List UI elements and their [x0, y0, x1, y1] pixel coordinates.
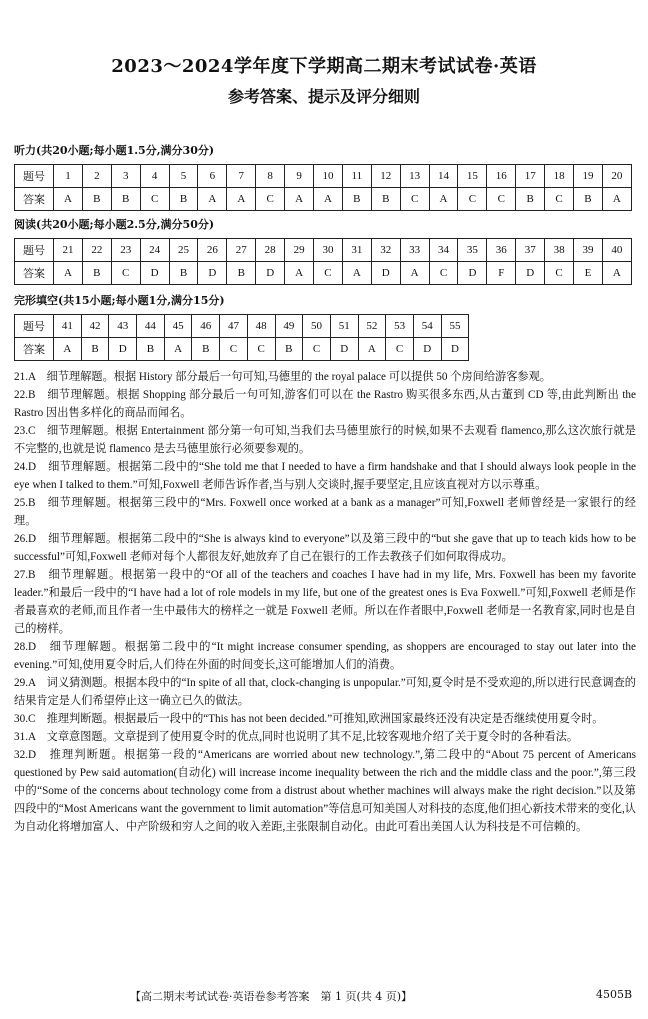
answer-letter: D	[140, 262, 169, 285]
question-number: 14	[429, 165, 458, 188]
number-row	[15, 315, 469, 338]
answer-letter: A	[400, 262, 429, 285]
answer-letter: D	[458, 262, 487, 285]
answer-letter: B	[192, 338, 220, 361]
answer-letter: A	[429, 188, 458, 211]
explanation-item: 26.D 细节理解题。根据第二段中的“She is always kind to everyone”以及第三段中的“but she gave that up to teach kids how to be successful”可知,Foxwell 老师对每个人都很友好,她放弃了自己在银行的工作去教孩子们如何取得成功。	[14, 533, 636, 563]
answer-letter: A	[602, 188, 631, 211]
answer-letter: D	[413, 338, 441, 361]
question-number: 27	[227, 239, 256, 262]
document-subtitle: 参考答案、提示及评分细则	[227, 87, 420, 106]
row-label: 题号	[15, 239, 54, 262]
listening-answer-table	[14, 164, 632, 211]
answer-letter: A	[358, 338, 386, 361]
answer-letter: A	[54, 188, 83, 211]
question-number: 11	[342, 165, 371, 188]
answer-letter: B	[169, 188, 198, 211]
question-number: 6	[198, 165, 227, 188]
answer-letter: B	[111, 188, 140, 211]
answer-letter: E	[574, 262, 603, 285]
question-number: 35	[458, 239, 487, 262]
answer-letter: D	[256, 262, 285, 285]
explanation-item: 25.B 细节理解题。根据第三段中的“Mrs. Foxwell once worked at a bank as a manager”可知,Foxwell 老师曾经是一家银行的经理。	[14, 497, 636, 527]
question-number: 8	[256, 165, 285, 188]
question-number: 43	[109, 315, 137, 338]
question-number: 1	[54, 165, 83, 188]
answer-letter: D	[516, 262, 545, 285]
answer-row	[15, 338, 469, 361]
answer-letter: C	[429, 262, 458, 285]
question-number: 54	[413, 315, 441, 338]
question-number: 21	[54, 239, 83, 262]
explanation-item: 23.C 细节理解题。根据 Entertainment 部分第一句可知,当我们去马德里旅行的时候,如果不去观看 flamenco,那么这次旅行就是不完整的,也就是说 flamenco 是去马德里旅行必须要参观的。	[14, 425, 636, 455]
question-number: 42	[81, 315, 109, 338]
question-number: 44	[137, 315, 165, 338]
question-number: 33	[400, 239, 429, 262]
answer-letter: B	[574, 188, 603, 211]
explanation-item: 27.B 细节理解题。根据第一段中的“Of all of the teachers and coaches I have had in my life, Mrs. Foxwell has been my favorite leader.”和最后一段中的“I have had a lot of role models in my life, but one of the greatest ones is Eva Foxwell.”可知,Foxwell 老师是作者最喜欢的老师,而且作者一生中最伟大的榜样之一就是 Foxwell 老师。所以在作者眼中,Foxwell 老师是一名教育家,同时也是自己的榜样。	[14, 569, 636, 635]
answer-letter: D	[441, 338, 469, 361]
explanation-item: 30.C 推理判断题。根据最后一段中的“This has not been decided.”可推知,欧洲国家最终还没有决定是否继续使用夏令时。	[14, 713, 604, 725]
number-row	[15, 239, 632, 262]
explanation-item: 21.A 细节理解题。根据 History 部分最后一句可知,马德里的 the royal palace 可以提供 50 个房间给游客参观。	[14, 371, 551, 383]
explanation-item: 32.D 推理判断题。根据第一段的“Americans are worried about new technology.”,第二段中的“About 75 percent of Americans questioned by Pew said automation(自动化) will increase income inequality between the rich and the middle class and the poor.”,第三段中的“Some of the concerns about technology come from a distrust about whether machines will always make the right decision.”以及第四段中的“Most Americans want the government to limit automation”等信息可知美国人对科技的态度,他们担心新技术带来的变化,认为自动化将增加富人、中产阶级和穷人之间的收入差距,主张限制自动化。由此可看出美国人认为科技是不可信赖的。	[14, 749, 636, 833]
question-number: 22	[82, 239, 111, 262]
answer-letter: C	[386, 338, 414, 361]
question-number: 9	[285, 165, 314, 188]
answer-letter: C	[314, 262, 343, 285]
answer-letter: D	[109, 338, 137, 361]
answer-letter: C	[220, 338, 248, 361]
answer-letter: B	[227, 262, 256, 285]
question-number: 39	[574, 239, 603, 262]
cloze-answer-table	[14, 314, 469, 361]
listening-heading: 听力(共20小题;每小题1.5分,满分30分)	[14, 144, 215, 157]
answer-letter: B	[516, 188, 545, 211]
question-number: 10	[314, 165, 343, 188]
question-number: 19	[574, 165, 603, 188]
cloze-heading: 完形填空(共15小题;每小题1分,满分15分)	[14, 294, 225, 307]
question-number: 55	[441, 315, 469, 338]
explanation-item: 22.B 细节理解题。根据 Shopping 部分最后一句可知,游客们可以在 the Rastro 购买很多东西,从古董到 CD 等,由此判断出 the Rastro 因出售多样化的商品而闻名。	[14, 389, 636, 419]
question-number: 37	[516, 239, 545, 262]
answer-letter: A	[54, 338, 82, 361]
answer-letter: D	[371, 262, 400, 285]
answer-letter: A	[198, 188, 227, 211]
answer-letter: A	[54, 262, 83, 285]
answer-letter: C	[487, 188, 516, 211]
question-number: 25	[169, 239, 198, 262]
question-number: 45	[164, 315, 192, 338]
answer-letter: A	[314, 188, 343, 211]
question-number: 2	[82, 165, 111, 188]
explanations-list	[14, 368, 636, 836]
question-number: 17	[516, 165, 545, 188]
answer-letter: D	[330, 338, 358, 361]
question-number: 53	[386, 315, 414, 338]
question-number: 5	[169, 165, 198, 188]
question-number: 48	[247, 315, 275, 338]
reading-heading: 阅读(共20小题;每小题2.5分,满分50分)	[14, 218, 215, 231]
question-number: 41	[54, 315, 82, 338]
answer-letter: C	[458, 188, 487, 211]
document-code: 4505B	[596, 988, 633, 1001]
answer-letter: C	[256, 188, 285, 211]
question-number: 36	[487, 239, 516, 262]
answer-letter: B	[82, 188, 111, 211]
question-number: 4	[140, 165, 169, 188]
answer-row	[15, 188, 632, 211]
answer-letter: C	[400, 188, 429, 211]
answer-letter: C	[111, 262, 140, 285]
question-number: 49	[275, 315, 303, 338]
answer-letter: A	[602, 262, 631, 285]
answer-letter: C	[247, 338, 275, 361]
explanation-item: 29.A 词义猜测题。根据本段中的“In spite of all that, clock-changing is unpopular.”可知,夏令时是不受欢迎的,所以进行民意调查的结果肯定是人们希望停止这一确立已久的做法。	[14, 677, 636, 707]
explanation-item: 24.D 细节理解题。根据第二段中的“She told me that I needed to have a firm handshake and that I should always look people in the eye when I talked to them.”可知,Foxwell 老师告诉作者,当与别人交谈时,握手要坚定,且应该直视对方以示尊重。	[14, 461, 636, 491]
question-number: 12	[371, 165, 400, 188]
answer-letter: B	[82, 262, 111, 285]
question-number: 15	[458, 165, 487, 188]
row-label: 题号	[15, 165, 54, 188]
answer-letter: B	[342, 188, 371, 211]
question-number: 52	[358, 315, 386, 338]
answer-letter: B	[169, 262, 198, 285]
answer-letter: B	[137, 338, 165, 361]
row-label: 答案	[15, 338, 54, 361]
question-number: 38	[545, 239, 574, 262]
question-number: 30	[314, 239, 343, 262]
document-title: 2023～2024学年度下学期高二期末考试试卷·英语	[111, 56, 537, 77]
question-number: 50	[303, 315, 331, 338]
row-label: 答案	[15, 188, 54, 211]
answer-letter: C	[545, 262, 574, 285]
row-label: 答案	[15, 262, 54, 285]
answer-letter: A	[164, 338, 192, 361]
explanation-item: 28.D 细节理解题。根据第二段中的“It might increase consumer spending, as shoppers are encouraged to stay out later into the evening.”可知,使用夏令时后,人们待在外面的时间变长,这可能增加人们的消费。	[14, 641, 636, 671]
answer-letter: B	[81, 338, 109, 361]
question-number: 32	[371, 239, 400, 262]
answer-letter: C	[303, 338, 331, 361]
question-number: 28	[256, 239, 285, 262]
question-number: 47	[220, 315, 248, 338]
question-number: 26	[198, 239, 227, 262]
answer-letter: C	[545, 188, 574, 211]
question-number: 51	[330, 315, 358, 338]
question-number: 24	[140, 239, 169, 262]
page-footer: 【高二期末考试试卷·英语卷参考答案 第 1 页(共 4 页)】	[130, 990, 413, 1003]
answer-row	[15, 262, 632, 285]
answer-letter: A	[285, 262, 314, 285]
question-number: 23	[111, 239, 140, 262]
row-label: 题号	[15, 315, 54, 338]
answer-letter: A	[227, 188, 256, 211]
question-number: 18	[545, 165, 574, 188]
answer-letter: A	[285, 188, 314, 211]
answer-letter: B	[275, 338, 303, 361]
number-row	[15, 165, 632, 188]
answer-letter: D	[198, 262, 227, 285]
reading-answer-table	[14, 238, 632, 285]
answer-letter: F	[487, 262, 516, 285]
question-number: 16	[487, 165, 516, 188]
question-number: 31	[342, 239, 371, 262]
answer-letter: B	[371, 188, 400, 211]
question-number: 40	[602, 239, 631, 262]
question-number: 3	[111, 165, 140, 188]
question-number: 13	[400, 165, 429, 188]
question-number: 29	[285, 239, 314, 262]
question-number: 7	[227, 165, 256, 188]
question-number: 34	[429, 239, 458, 262]
answer-letter: C	[140, 188, 169, 211]
question-number: 46	[192, 315, 220, 338]
question-number: 20	[602, 165, 631, 188]
answer-letter: A	[342, 262, 371, 285]
explanation-item: 31.A 文章意图题。文章提到了使用夏令时的优点,同时也说明了其不足,比较客观地介绍了关于夏令时的各种看法。	[14, 731, 579, 743]
